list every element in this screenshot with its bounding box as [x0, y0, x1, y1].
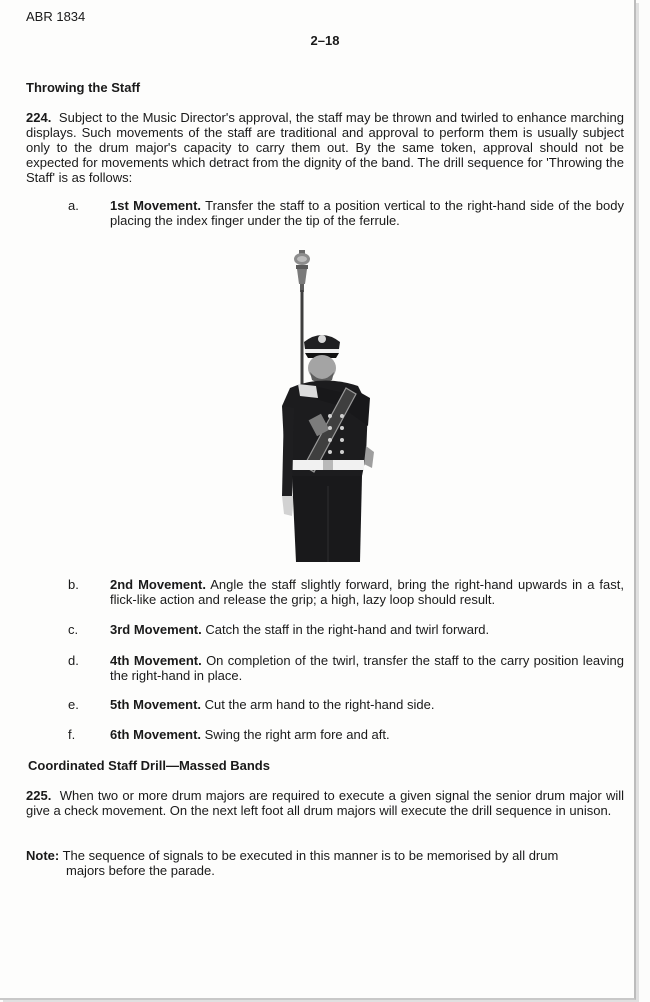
item-letter: b. — [68, 577, 79, 592]
paragraph-224 — [26, 110, 624, 185]
movement-title: 4th Movement. — [110, 653, 202, 668]
movement-title: 6th Movement. — [110, 727, 202, 742]
note — [26, 848, 626, 878]
movement-title: 1st Movement. — [110, 198, 202, 213]
movement-title: 5th Movement. — [110, 697, 202, 712]
item-letter: f. — [68, 727, 76, 742]
section-heading-coordinated-drill: Coordinated Staff Drill—Massed Bands — [28, 758, 270, 773]
movement-text: Cut the arm hand to the right-hand side. — [204, 697, 435, 712]
drum-major-photo — [270, 246, 388, 562]
page-number: 2–18 — [310, 33, 340, 48]
paragraph-text: When two or more drum majors are required to execute a given signal the senior drum major will give a check movement. On the next left foot all drum majors will execute the drill sequence in unison. — [26, 788, 624, 818]
white-glove — [298, 384, 318, 398]
peaked-cap — [304, 335, 340, 358]
trousers — [292, 476, 362, 562]
note-text-line1: The sequence of signals to be executed in this manner is to be memorised by all drum — [62, 848, 559, 863]
note-text-line2: majors before the parade. — [66, 863, 215, 878]
paragraph-text: Subject to the Music Director's approval, the staff may be thrown and twirled to enhance marching displays. Such movements of the staff are traditional and approval to perform them is usually subject only to the drum major's capacity to carry them out. By the same token, approval should not be expected for movements which detract from the dignity of the band. The drill sequence for 'Throwing the Staff' is as follows: — [26, 110, 624, 185]
movement-text: Transfer the staff to a position vertical to the right-hand side of the body placing the index finger under the tip of the ferrule. — [110, 198, 624, 228]
document-reference: ABR 1834 — [26, 9, 86, 24]
movement-title: 2nd Movement. — [110, 577, 206, 592]
movement-text: Angle the staff slightly forward, bring the right-hand upwards in a fast, flick-like action and release the grip; a high, lazy loop should result. — [110, 577, 624, 607]
movement-text: Swing the right arm fore and aft. — [204, 727, 390, 742]
movement-title: 3rd Movement. — [110, 622, 202, 637]
section-heading-throwing-staff: Throwing the Staff — [26, 80, 141, 95]
item-letter: d. — [68, 653, 79, 668]
movement-text: On completion of the twirl, transfer the staff to the carry position leaving the right-hand in place. — [110, 653, 625, 683]
item-letter: a. — [68, 198, 79, 213]
left-glove — [282, 496, 294, 516]
note-label: Note: — [26, 848, 60, 863]
movement-text: Catch the staff in the right-hand and twirl forward. — [205, 622, 490, 637]
paragraph-225 — [26, 788, 624, 818]
item-letter: c. — [68, 622, 79, 637]
paragraph-number: 224. — [26, 110, 52, 125]
item-letter: e. — [68, 697, 79, 712]
paragraph-number: 225. — [26, 788, 52, 803]
staff-mace-head — [294, 250, 310, 292]
